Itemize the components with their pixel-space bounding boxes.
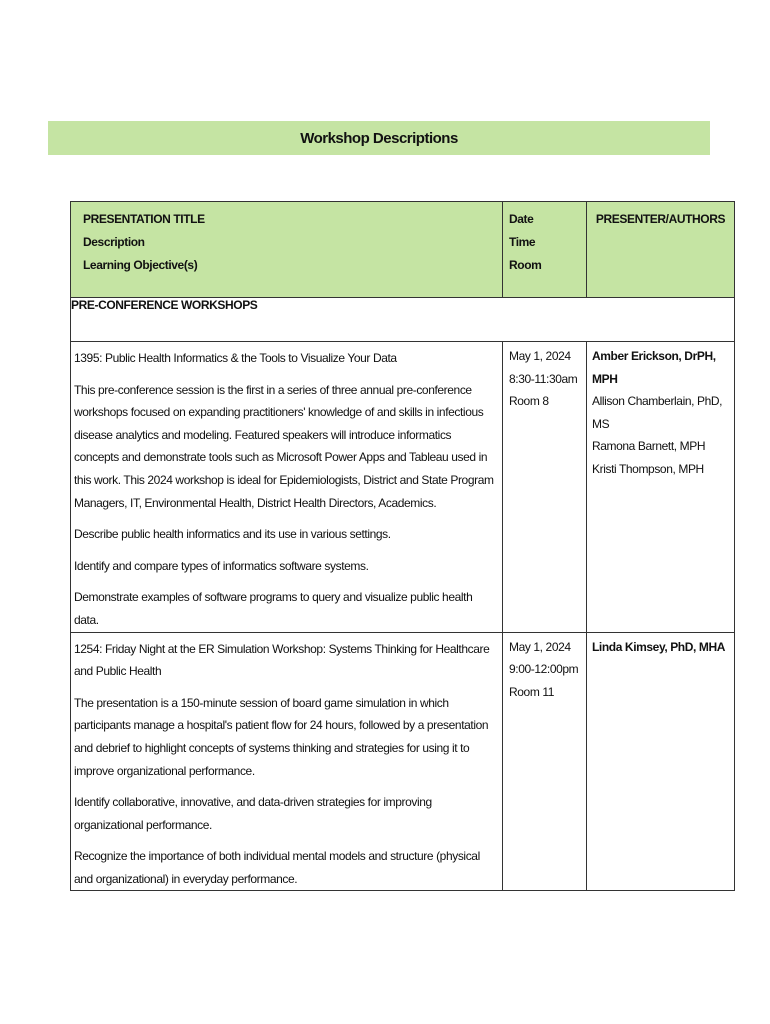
session-title: 1254: Friday Night at the ER Simulation Workshop: Systems Thinking for Healthcare and Public Health <box>74 641 490 679</box>
session-schedule <box>503 632 587 891</box>
session-objective: Identify collaborative, innovative, and data-driven strategies for improving organizational performance. <box>74 795 432 832</box>
presenter: Kristi Thompson, MPH <box>592 461 704 476</box>
session-time: 8:30-11:30am <box>509 371 578 386</box>
session-objective: Identify and compare types of informatics software systems. <box>74 558 369 573</box>
session-description: The presentation is a 150-minute session of board game simulation in which participants manage a hospital's patient flow for 24 hours, followed by a presentation and debrief to highlight concepts of systems thinking and strategies for using it to improve organizational performance. <box>74 695 489 778</box>
session-details <box>71 632 503 891</box>
header-time: Time <box>509 235 536 249</box>
lead-presenter: Amber Erickson, DrPH, MPH <box>592 349 716 386</box>
session-presenters <box>587 342 735 633</box>
header-schedule-column <box>503 202 587 298</box>
lead-presenter: Linda Kimsey, PhD, MHA <box>592 639 725 654</box>
table-row <box>71 342 735 633</box>
session-date: May 1, 2024 <box>509 349 571 363</box>
header-room: Room <box>509 258 542 272</box>
table-row <box>71 632 735 891</box>
session-room: Room 8 <box>509 394 549 409</box>
section-row <box>71 298 735 342</box>
section-title: PRE-CONFERENCE WORKSHOPS <box>71 298 735 342</box>
header-presenters: PRESENTER/AUTHORS <box>595 212 726 226</box>
session-schedule <box>503 342 587 633</box>
header-learning-objectives: Learning Objective(s) <box>83 258 198 272</box>
session-objective: Demonstrate examples of software programs to query and visualize public health data. <box>74 590 473 627</box>
session-room: Room 11 <box>509 684 555 699</box>
header-date: Date <box>509 212 534 226</box>
session-presenters <box>587 632 735 891</box>
session-details <box>71 342 503 633</box>
session-objective: Recognize the importance of both individual mental models and structure (physical and organizational) in everyday performance. <box>74 849 480 886</box>
header-presentation-title: PRESENTATION TITLE <box>83 212 205 226</box>
presenter: Allison Chamberlain, PhD, MS <box>592 394 723 431</box>
session-objective: Describe public health informatics and its use in various settings. <box>74 527 391 542</box>
session-title: 1395: Public Health Informatics & the Tools to Visualize Your Data <box>74 351 397 365</box>
table-header-row <box>71 202 735 298</box>
header-description: Description <box>83 235 145 249</box>
session-date: May 1, 2024 <box>509 639 571 654</box>
page-title: Workshop Descriptions <box>48 121 710 155</box>
header-presentation-column <box>71 202 503 298</box>
session-time: 9:00-12:00pm <box>509 662 579 677</box>
header-presenters-column <box>587 202 735 298</box>
workshop-table <box>70 201 735 891</box>
session-description: This pre-conference session is the first in a series of three annual pre-conference workshops focused on expanding practitioners' knowledge of and skills in infectious disease analytics and modeling. Featured speakers will introduce informatics concepts and demonstrate tools such as Microsoft Power Apps and Tableau used in this work. This 2024 workshop is ideal for Epidemiologists, District and State Program Managers, IT, Environmental Health, District Health Directors, Academics. <box>74 382 494 510</box>
presenter: Ramona Barnett, MPH <box>592 439 706 454</box>
